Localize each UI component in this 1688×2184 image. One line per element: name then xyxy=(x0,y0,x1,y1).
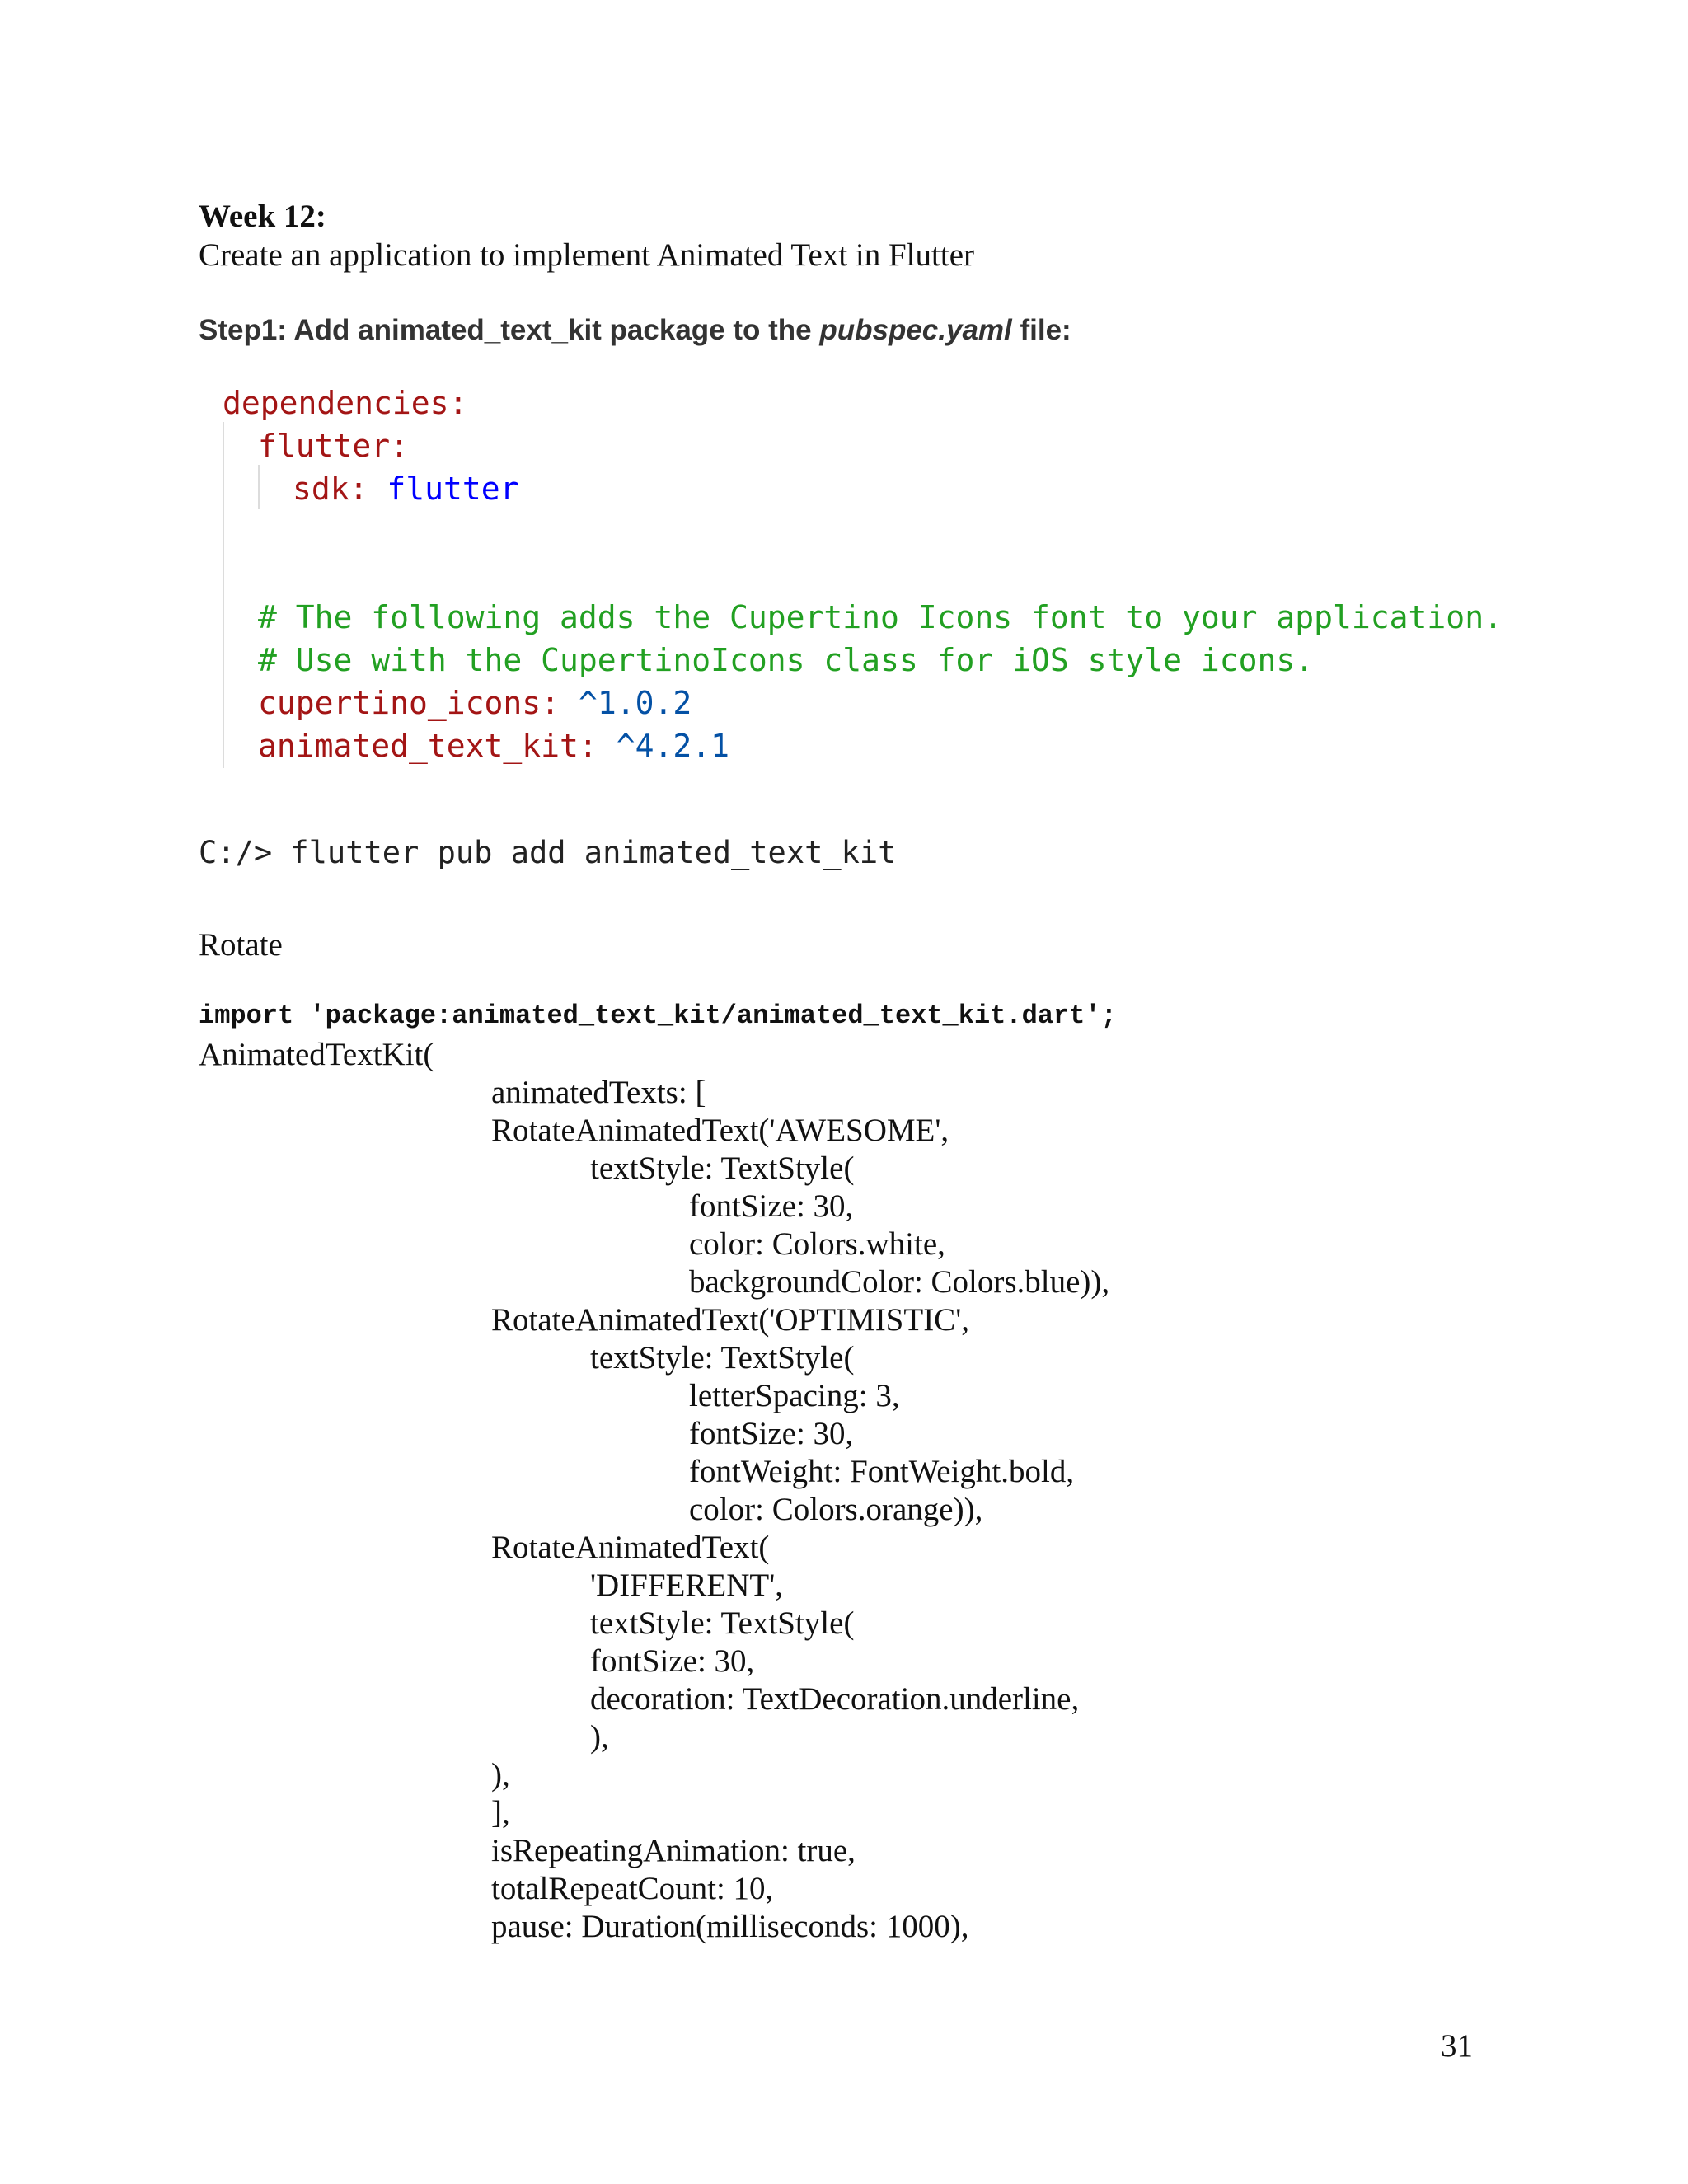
animated-version: ^4.2.1 xyxy=(616,728,729,764)
cupertino-key: cupertino_icons xyxy=(258,685,542,721)
code-line-flutter: flutter: xyxy=(258,428,410,464)
code-line: textStyle: TextStyle( xyxy=(590,1340,855,1376)
week-title: Week 12: xyxy=(199,199,326,234)
code-line: color: Colors.orange)), xyxy=(689,1492,983,1527)
code-line: textStyle: TextStyle( xyxy=(590,1605,855,1641)
indent-guide xyxy=(223,422,224,768)
sdk-value: flutter xyxy=(387,471,519,507)
code-line: backgroundColor: Colors.blue)), xyxy=(689,1264,1110,1300)
code-line-sdk: sdk: flutter xyxy=(293,471,519,507)
code-line: AnimatedTextKit( xyxy=(199,1037,434,1072)
assignment-title: Create an application to implement Animated Text in Flutter xyxy=(199,237,974,273)
step-1-prefix: Step1: Add animated_text_kit package to the xyxy=(199,314,820,346)
terminal-command: C:/> flutter pub add animated_text_kit xyxy=(199,835,897,870)
step-1-filename: pubspec.yaml xyxy=(819,314,1012,346)
step-1-suffix: file: xyxy=(1011,314,1071,346)
code-line: fontSize: 30, xyxy=(689,1416,854,1451)
page-number: 31 xyxy=(1441,2028,1473,2064)
code-line: color: Colors.white, xyxy=(689,1226,945,1262)
code-line: 'DIFFERENT', xyxy=(590,1568,783,1603)
code-line: fontSize: 30, xyxy=(590,1643,755,1679)
section-label-rotate: Rotate xyxy=(199,927,283,963)
code-line: totalRepeatCount: 10, xyxy=(491,1871,774,1906)
code-line: ], xyxy=(491,1795,510,1830)
pubspec-code-screenshot xyxy=(206,379,1503,783)
code-line: ), xyxy=(491,1757,510,1793)
code-line: decoration: TextDecoration.underline, xyxy=(590,1681,1080,1717)
flutter-key: flutter xyxy=(258,428,391,464)
code-line: fontWeight: FontWeight.bold, xyxy=(689,1454,1075,1489)
code-comment-1: # The following adds the Cupertino Icons font to your application. xyxy=(258,599,1503,635)
code-line: ), xyxy=(590,1719,609,1755)
code-line: RotateAnimatedText('OPTIMISTIC', xyxy=(491,1302,969,1338)
code-line: animatedTexts: [ xyxy=(491,1075,706,1110)
code-line: RotateAnimatedText('AWESOME', xyxy=(491,1113,950,1148)
code-line-animated: animated_text_kit: ^4.2.1 xyxy=(258,728,729,764)
dependencies-key: dependencies xyxy=(223,385,449,421)
code-line-dependencies: dependencies: xyxy=(223,385,468,421)
step-1-heading xyxy=(199,313,1071,348)
code-line: fontSize: 30, xyxy=(689,1188,854,1224)
code-line: isRepeatingAnimation: true, xyxy=(491,1833,856,1868)
cupertino-version: ^1.0.2 xyxy=(578,685,692,721)
code-line: pause: Duration(milliseconds: 1000), xyxy=(491,1909,969,1944)
import-statement: import 'package:animated_text_kit/animated_text_kit.dart'; xyxy=(199,1001,1117,1031)
code-line: letterSpacing: 3, xyxy=(689,1378,900,1413)
sdk-key: sdk xyxy=(293,471,349,507)
code-line: RotateAnimatedText( xyxy=(491,1530,770,1565)
animated-key: animated_text_kit xyxy=(258,728,579,764)
code-comment-2: # Use with the CupertinoIcons class for iOS style icons. xyxy=(258,642,1315,678)
indent-guide xyxy=(258,465,260,509)
code-line: textStyle: TextStyle( xyxy=(590,1151,855,1186)
code-line-cupertino: cupertino_icons: ^1.0.2 xyxy=(258,685,692,721)
